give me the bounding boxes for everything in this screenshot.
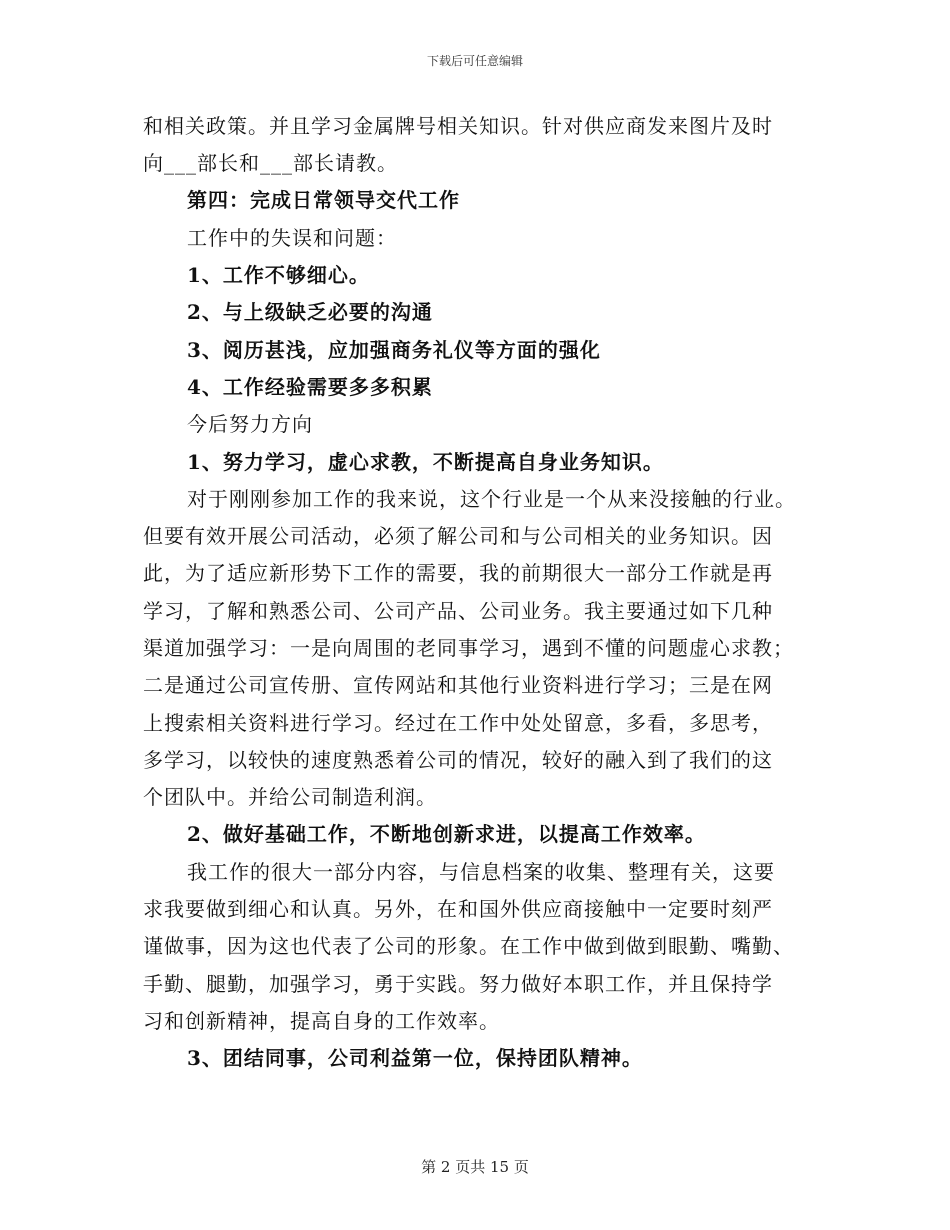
- list-item-heading: 1、努力学习，虚心求教，不断提高自身业务知识。: [187, 450, 664, 474]
- section-heading: 第四：完成日常领导交代工作: [187, 188, 460, 212]
- list-item: 1、工作不够细心。: [187, 263, 370, 287]
- page-header: 下载后可任意编辑: [426, 54, 523, 68]
- body-line: 和相关政策。并且学习金属牌号相关知识。针对供应商发来图片及时: [143, 114, 773, 138]
- body-line: 向___部长和___部长请教。: [143, 151, 398, 175]
- list-item: 2、与上级缺乏必要的沟通: [187, 300, 433, 324]
- body-line: 习和创新精神，提高自身的工作效率。: [143, 1009, 500, 1033]
- list-item: 3、阅历甚浅，应加强商务礼仪等方面的强化: [187, 338, 601, 362]
- body-line: 上搜索相关资料进行学习。经过在工作中处处留意，多看，多思考，: [143, 711, 773, 735]
- body-line: 求我要做到细心和认真。另外，在和国外供应商接触中一定要时刻严: [143, 897, 773, 921]
- body-line: 二是通过公司宣传册、宣传网站和其他行业资料进行学习；三是在网: [143, 673, 773, 697]
- list-item-heading: 2、做好基础工作，不断地创新求进，以提高工作效率。: [187, 822, 706, 846]
- subheading: 工作中的失误和问题：: [187, 226, 397, 250]
- list-item-heading: 3、团结同事，公司利益第一位，保持团队精神。: [187, 1046, 643, 1070]
- list-item: 4、工作经验需要多多积累: [187, 375, 433, 399]
- body-line: 渠道加强学习：一是向周围的老同事学习，遇到不懂的问题虚心求教；: [143, 636, 794, 660]
- body-line: 手勤、腿勤，加强学习，勇于实践。努力做好本职工作，并且保持学: [143, 972, 773, 996]
- body-line: 我工作的很大一部分内容，与信息档案的收集、整理有关，这要: [187, 860, 775, 884]
- body-line: 对于刚刚参加工作的我来说，这个行业是一个从来没接触的行业。: [187, 487, 796, 511]
- body-line: 学习，了解和熟悉公司、公司产品、公司业务。我主要通过如下几种: [143, 599, 773, 623]
- body-line: 此，为了适应新形势下工作的需要，我的前期很大一部分工作就是再: [143, 561, 773, 585]
- body-line: 但要有效开展公司活动，必须了解公司和与公司相关的业务知识。因: [143, 524, 773, 548]
- page-footer: 第 2 页共 15 页: [421, 1158, 529, 1176]
- body-line: 多学习，以较快的速度熟悉着公司的情况，较好的融入到了我们的这: [143, 748, 773, 772]
- body-line: 个团队中。并给公司制造利润。: [143, 785, 437, 809]
- subheading: 今后努力方向: [187, 412, 313, 436]
- body-line: 谨做事，因为这也代表了公司的形象。在工作中做到做到眼勤、嘴勤、: [143, 934, 794, 958]
